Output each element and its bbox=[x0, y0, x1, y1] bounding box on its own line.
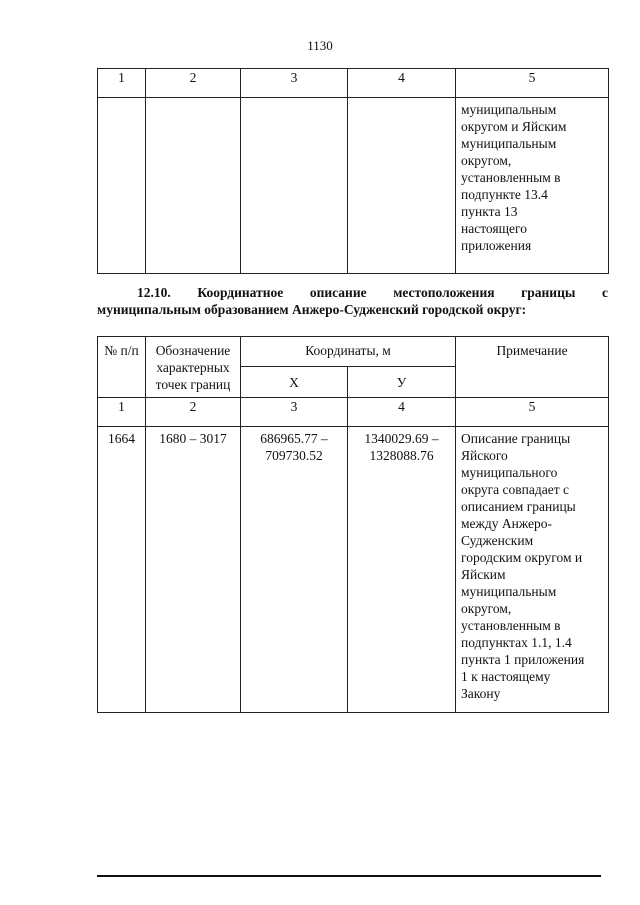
table-row bbox=[98, 427, 609, 713]
continuation-table bbox=[97, 68, 609, 274]
note-line: округом, bbox=[461, 601, 512, 616]
note-line: округом и Яйским bbox=[461, 119, 567, 134]
section-number: 12.10. bbox=[137, 285, 171, 300]
note-line: городским округом и bbox=[461, 550, 583, 565]
note-line: между Анжеро- bbox=[461, 516, 552, 531]
note-line: пункта 1 приложения bbox=[461, 652, 585, 667]
heading-word: границы bbox=[521, 285, 576, 300]
column-number: 1 bbox=[98, 398, 146, 427]
coord-line: 686965.77 – bbox=[260, 431, 328, 446]
header-x: X bbox=[241, 367, 348, 398]
note-line: пункта 13 bbox=[461, 204, 518, 219]
column-number: 5 bbox=[456, 398, 609, 427]
header-num: № п/п bbox=[98, 337, 146, 398]
heading-word: Координатное bbox=[197, 285, 284, 300]
row-points: 1680 – 3017 bbox=[146, 427, 241, 713]
note-line: округа совпадает с bbox=[461, 482, 570, 497]
note-line: муниципальным bbox=[461, 102, 557, 117]
note-line: Яйского bbox=[461, 448, 508, 463]
note-cell bbox=[456, 427, 609, 713]
table-row bbox=[98, 98, 609, 274]
column-number: 3 bbox=[241, 398, 348, 427]
heading-word: описание bbox=[309, 285, 367, 300]
column-number: 3 bbox=[241, 69, 348, 98]
column-number-row bbox=[98, 398, 609, 427]
footer-divider bbox=[97, 875, 601, 877]
column-number: 4 bbox=[348, 69, 456, 98]
heading-word: с bbox=[602, 285, 608, 300]
header-row bbox=[98, 337, 609, 367]
note-line: муниципальным bbox=[461, 136, 557, 151]
page-number: 1130 bbox=[307, 38, 333, 53]
note-line: муниципальным bbox=[461, 584, 557, 599]
column-number: 4 bbox=[348, 398, 456, 427]
header-y: У bbox=[348, 367, 456, 398]
empty-cell bbox=[98, 98, 146, 274]
row-x bbox=[241, 427, 348, 713]
empty-cell bbox=[348, 98, 456, 274]
section-heading bbox=[97, 284, 608, 318]
column-number: 5 bbox=[456, 69, 609, 98]
row-number: 1664 bbox=[98, 427, 146, 713]
note-line: подпункте 13.4 bbox=[461, 187, 548, 202]
header-note: Примечание bbox=[456, 337, 609, 398]
column-number: 1 bbox=[98, 69, 146, 98]
empty-cell bbox=[241, 98, 348, 274]
note-line: установленным в bbox=[461, 170, 561, 185]
coord-line: 1328088.76 bbox=[369, 448, 434, 463]
header-line: точек границ bbox=[155, 377, 231, 392]
note-line: Закону bbox=[461, 686, 501, 701]
note-line: округом, bbox=[461, 153, 512, 168]
note-line: подпунктах 1.1, 1.4 bbox=[461, 635, 572, 650]
empty-cell bbox=[146, 98, 241, 274]
column-number: 2 bbox=[146, 69, 241, 98]
column-number: 2 bbox=[146, 398, 241, 427]
note-line: установленным в bbox=[461, 618, 561, 633]
note-line: Судженским bbox=[461, 533, 534, 548]
note-cell bbox=[456, 98, 609, 274]
header-line: характерных bbox=[156, 360, 230, 375]
coord-line: 1340029.69 – bbox=[364, 431, 439, 446]
coordinates-table bbox=[97, 336, 609, 713]
row-y bbox=[348, 427, 456, 713]
column-number-row bbox=[98, 69, 609, 98]
note-line: приложения bbox=[461, 238, 532, 253]
section-heading-line: муниципальным образованием Анжеро-Судженский городской округ: bbox=[97, 302, 527, 317]
note-line: Описание границы bbox=[461, 431, 571, 446]
heading-word: местоположения bbox=[393, 285, 495, 300]
header-designation bbox=[146, 337, 241, 398]
note-line: 1 к настоящему bbox=[461, 669, 551, 684]
header-line: Обозначение bbox=[155, 343, 231, 358]
note-line: настоящего bbox=[461, 221, 527, 236]
header-coordinates: Координаты, м bbox=[241, 337, 456, 367]
coord-line: 709730.52 bbox=[265, 448, 323, 463]
section-heading-line bbox=[97, 284, 608, 301]
note-line: муниципального bbox=[461, 465, 558, 480]
note-line: Яйским bbox=[461, 567, 506, 582]
note-line: описанием границы bbox=[461, 499, 576, 514]
